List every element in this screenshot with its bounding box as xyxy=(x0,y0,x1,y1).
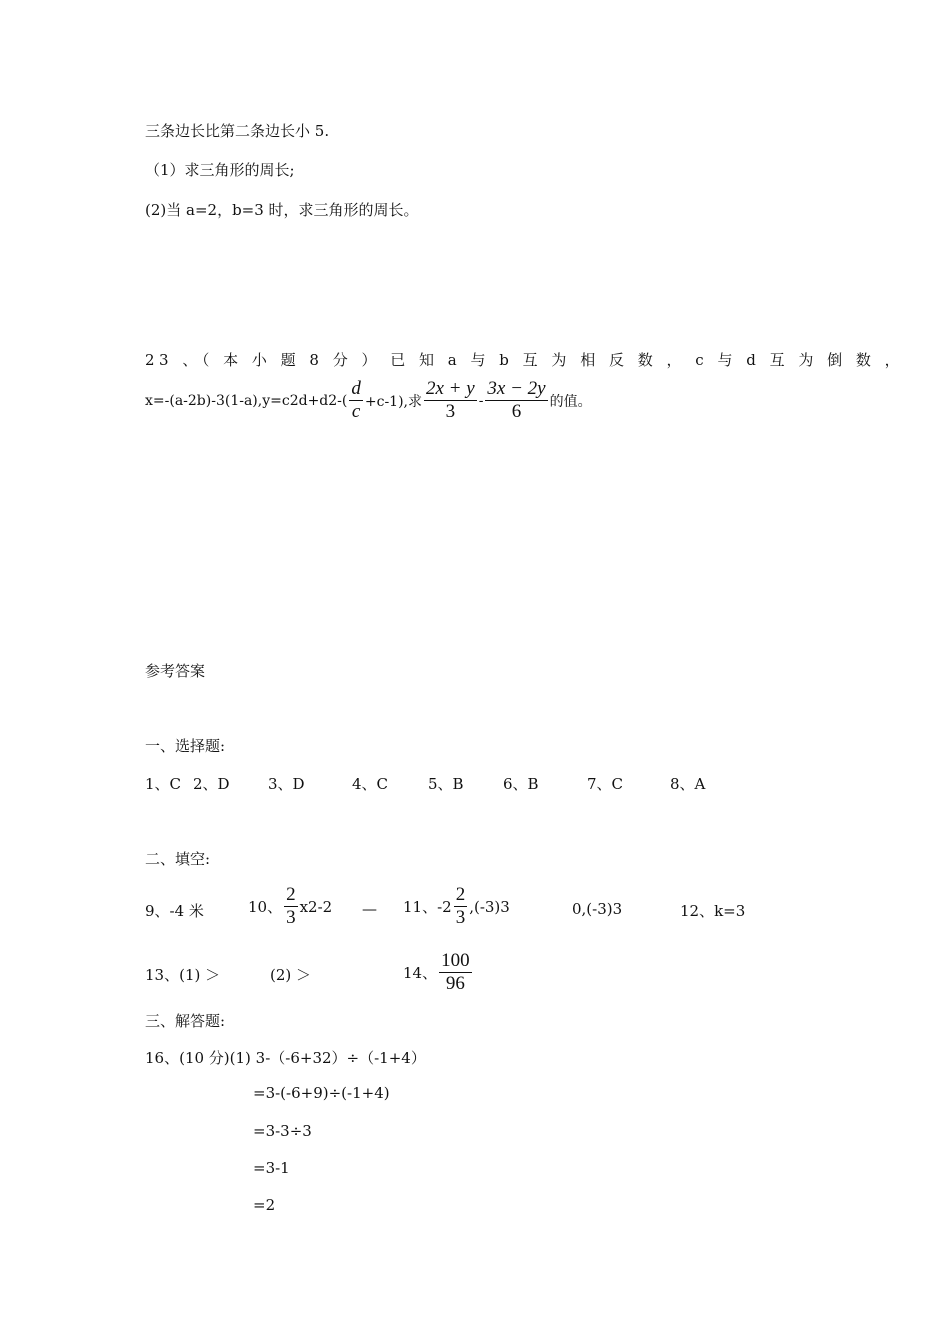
q23-frac3-num: 3x − 2y xyxy=(487,378,546,399)
q22-line2: （1）求三角形的周长; xyxy=(145,161,295,179)
answer-9: 9、-4 米 xyxy=(145,902,204,920)
mc-answer: 6、B xyxy=(503,775,539,793)
q23-expr-suffix: 的值。 xyxy=(549,393,592,410)
mc-answer: 5、B xyxy=(428,775,464,793)
q23-frac2-den: 3 xyxy=(445,401,456,422)
q22-line1: 三条边长比第二条边长小 5. xyxy=(145,122,330,140)
answer-12: 12、k=3 xyxy=(680,902,746,920)
q23-frac1-num: d xyxy=(351,378,361,399)
answer-10-suffix: x2-2 xyxy=(299,897,333,916)
mc-answer: 7、C xyxy=(587,775,624,793)
answer-14-prefix: 14、 xyxy=(403,964,438,982)
answer-10-prefix: 10、 xyxy=(248,898,283,916)
q16-header: 16、(10 分)(1) 3-（-6+32）÷（-1+4） xyxy=(145,1049,426,1067)
q22-line3: (2)当 a=2，b=3 时，求三角形的周长。 xyxy=(145,201,419,219)
q23-expr-mid: +c-1),求 xyxy=(364,393,422,410)
section1-title: 一、选择题: xyxy=(145,737,226,755)
q23-frac-2x-plus-y xyxy=(424,378,477,423)
answer-dash: — xyxy=(362,900,377,918)
q23-frac3-den: 6 xyxy=(511,401,522,422)
solution-step: =3-1 xyxy=(253,1159,290,1177)
answer-11-prefix: 11、-2 xyxy=(403,898,452,916)
mc-answer: 2、D xyxy=(193,775,230,793)
answer-14-fraction xyxy=(439,950,472,995)
answer-10-den: 3 xyxy=(286,907,296,928)
q23-header: 23 、（ 本 小 题 8 分 ） 已 知 a 与 b 互 为 相 反 数 ， c 与 d 互 为 倒 数 ， xyxy=(145,351,905,369)
answer-11 xyxy=(403,884,510,929)
mc-answer: 4、C xyxy=(352,775,389,793)
q23-frac2-num: 2x + y xyxy=(426,378,475,399)
answer-14-den: 96 xyxy=(445,973,465,994)
q23-minus: - xyxy=(478,392,484,409)
q23-expr-prefix: x=-(a-2b)-3(1-a),y=c2d+d2-( xyxy=(145,392,348,409)
q23-expression xyxy=(145,378,592,423)
answers-title: 参考答案 xyxy=(145,662,206,680)
answer-10-num: 2 xyxy=(286,884,296,905)
q23-frac1-den: c xyxy=(351,401,361,422)
section2-title: 二、填空: xyxy=(145,850,211,868)
mc-answer: 1、C xyxy=(145,775,182,793)
answer-11-suffix: ,(-3)3 xyxy=(469,897,510,916)
answer-11-den: 3 xyxy=(455,907,466,928)
section3-title: 三、解答题: xyxy=(145,1012,226,1030)
answer-14-num: 100 xyxy=(441,950,470,971)
answer-11-num: 2 xyxy=(455,884,466,905)
q23-frac-d-over-c xyxy=(349,378,363,423)
answer-14 xyxy=(403,950,474,995)
answer-11-tail: 0,(-3)3 xyxy=(572,900,623,918)
answer-10-fraction xyxy=(284,884,298,929)
solution-step: =2 xyxy=(253,1196,276,1214)
solution-step: =3-3÷3 xyxy=(253,1122,312,1140)
q23-frac-3x-minus-2y xyxy=(485,378,547,423)
solution-step: =3-(-6+9)÷(-1+4) xyxy=(253,1084,390,1102)
answer-13: 13、(1) ＞ xyxy=(145,966,221,984)
answer-11-fraction xyxy=(454,884,468,929)
mc-answer: 8、A xyxy=(670,775,706,793)
answer-10 xyxy=(248,884,332,929)
answer-13b: (2) ＞ xyxy=(270,966,312,984)
mc-answer: 3、D xyxy=(268,775,305,793)
